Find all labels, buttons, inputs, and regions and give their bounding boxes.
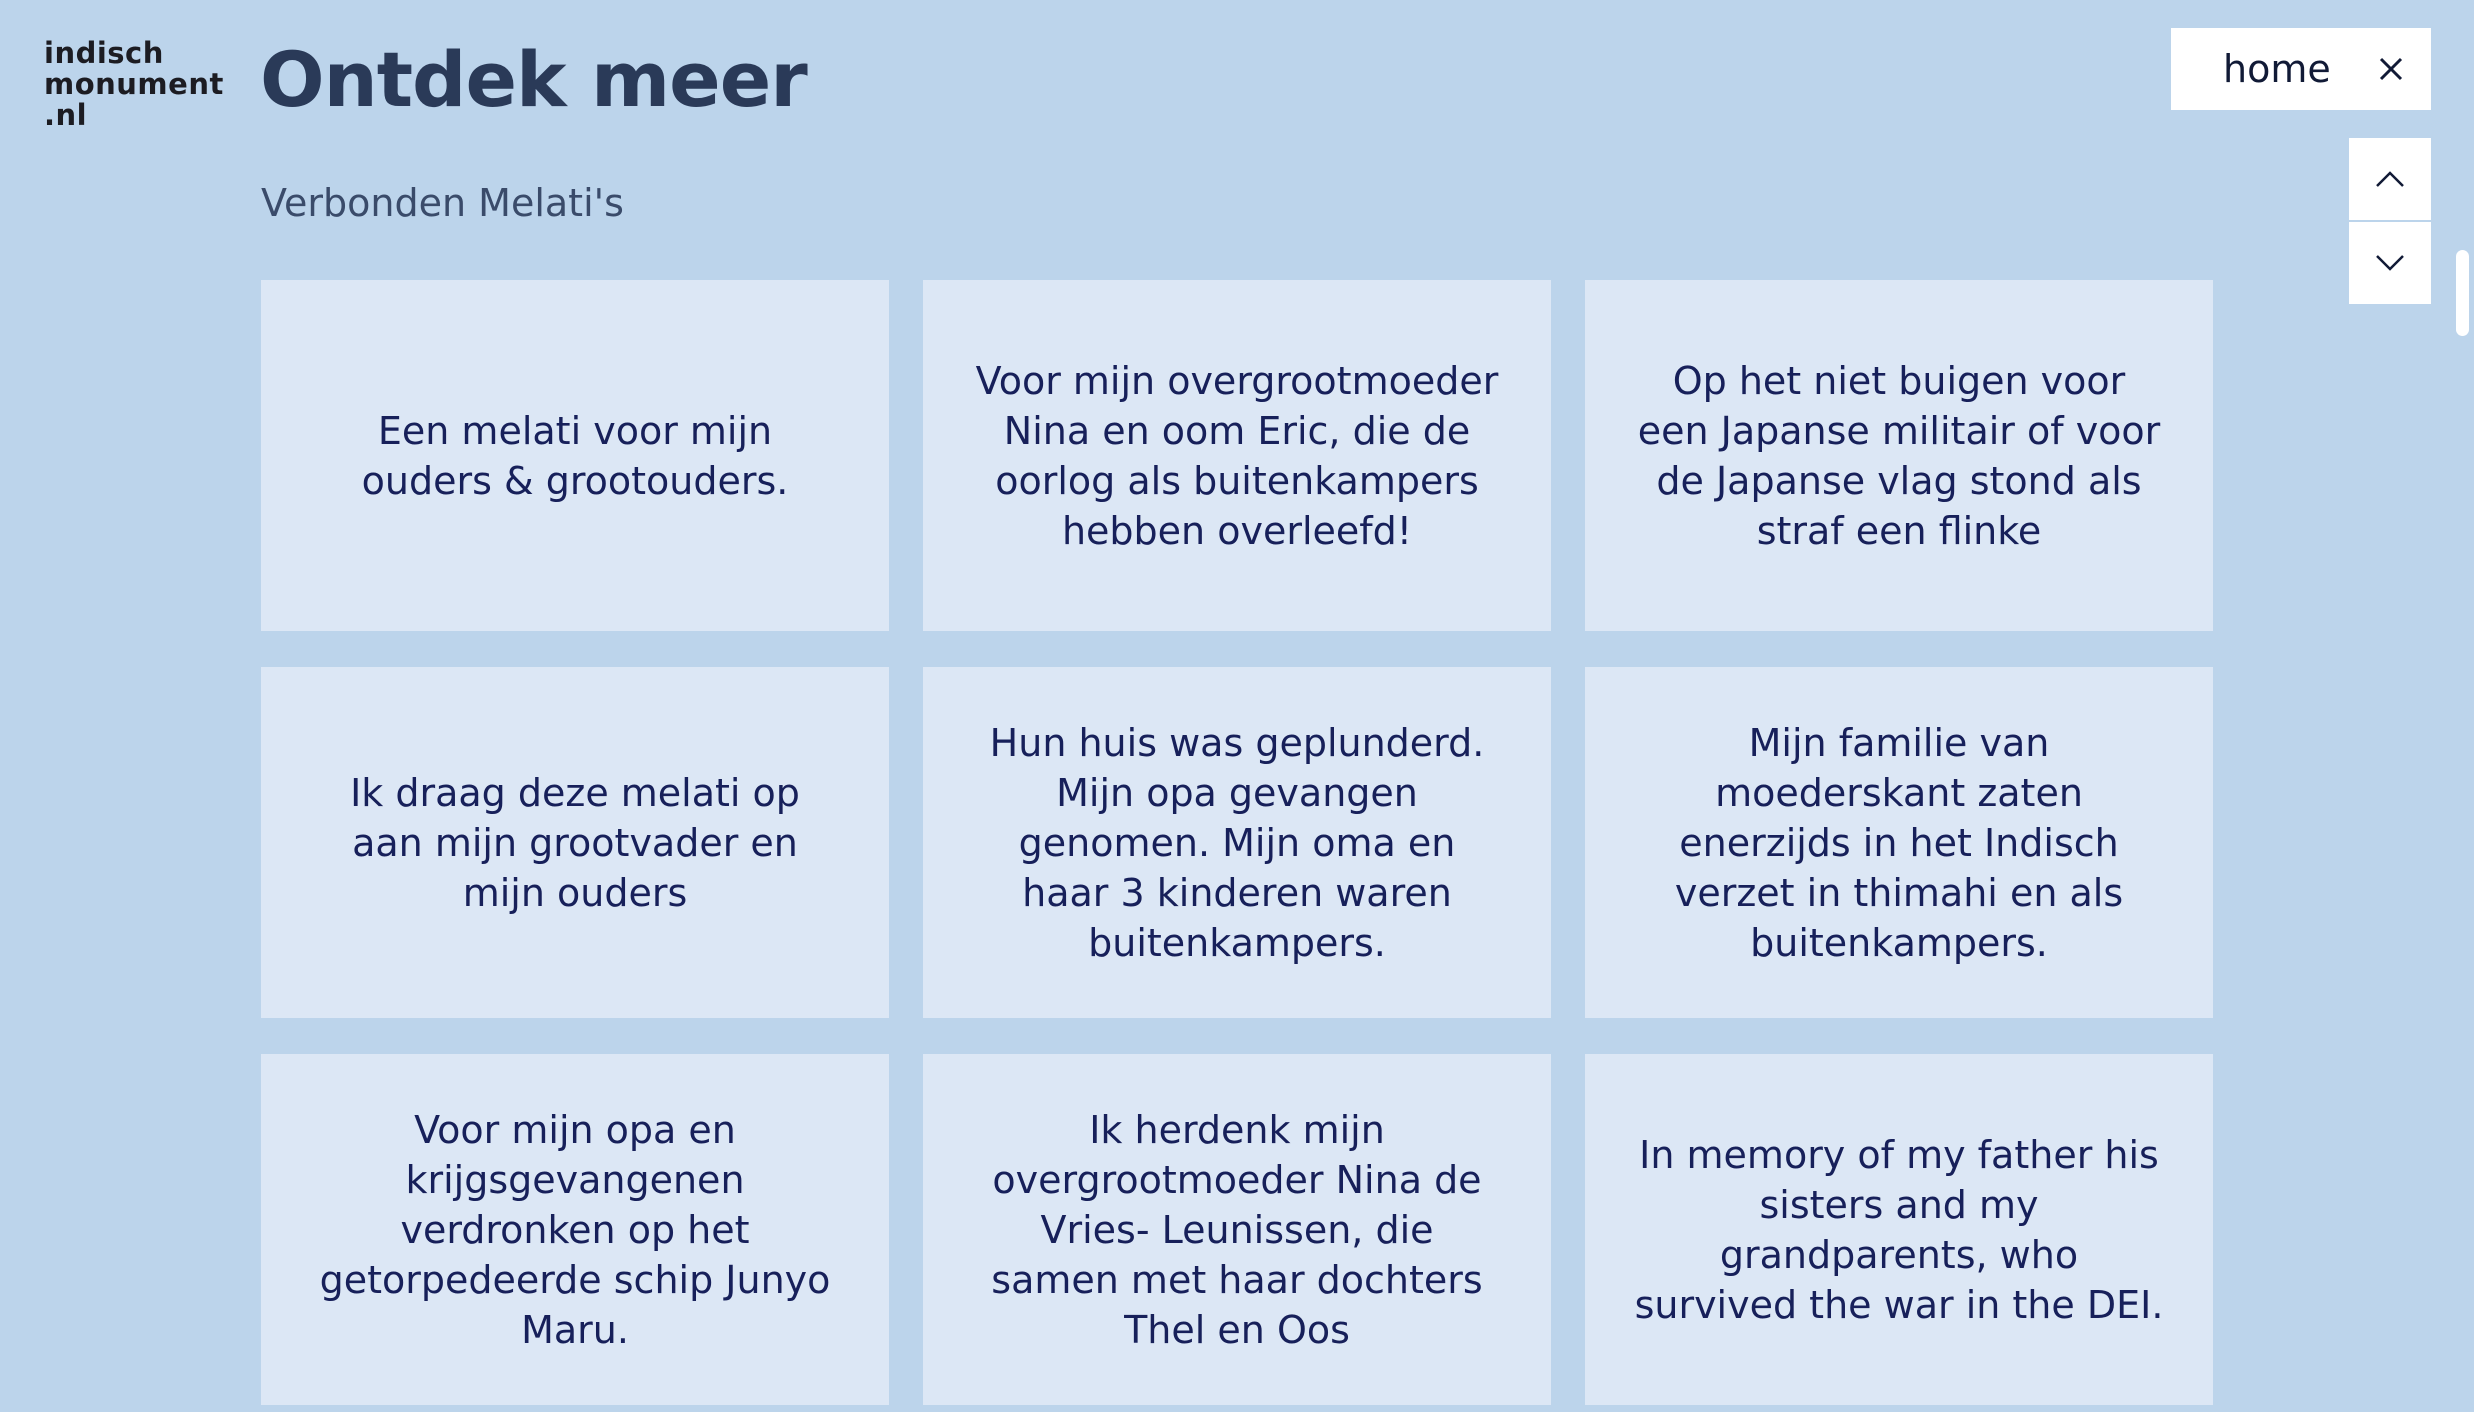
melati-card[interactable] bbox=[923, 1054, 1551, 1405]
chevron-down-icon bbox=[2375, 254, 2405, 272]
melati-card-text: Voor mijn opa en krijgsgevangenen verdronken op het getorpedeerde schip Junyo Maru. bbox=[319, 1107, 831, 1352]
melati-card[interactable] bbox=[1585, 667, 2213, 1018]
chevron-up-icon bbox=[2375, 170, 2405, 188]
melati-grid bbox=[261, 280, 2213, 1405]
melati-card[interactable] bbox=[923, 280, 1551, 631]
melati-card-text: Een melati voor mijn ouders & grootouders. bbox=[361, 408, 789, 503]
section-title: Verbonden Melati's bbox=[261, 181, 624, 225]
page-title: Ontdek meer bbox=[260, 35, 807, 124]
home-label: home bbox=[2223, 47, 2331, 91]
melati-card-text: Hun huis was geplunderd. Mijn opa gevangen genomen. Mijn oma en haar 3 kinderen waren buitenkampers. bbox=[989, 720, 1485, 965]
logo-line: indisch bbox=[44, 36, 164, 70]
scrollbar-track[interactable] bbox=[2452, 0, 2474, 1412]
melati-card-text: Mijn familie van moederskant zaten enerzijds in het Indisch verzet in thimahi en als buitenkampers. bbox=[1674, 720, 2124, 965]
melati-card-text: Voor mijn overgrootmoeder Nina en oom Eric, die de oorlog als buitenkampers hebben overleefd! bbox=[975, 358, 1499, 553]
melati-card-text: Op het niet buigen voor een Japanse militair of voor de Japanse vlag stond als straf een flinke bbox=[1637, 358, 2161, 553]
melati-card[interactable] bbox=[261, 1054, 889, 1405]
home-button[interactable] bbox=[2171, 28, 2431, 110]
melati-card[interactable] bbox=[261, 667, 889, 1018]
melati-card[interactable] bbox=[1585, 1054, 2213, 1405]
close-icon[interactable] bbox=[2377, 55, 2405, 83]
melati-card[interactable] bbox=[1585, 280, 2213, 631]
logo-line: monument bbox=[44, 67, 224, 101]
scrollbar-thumb[interactable] bbox=[2456, 250, 2469, 336]
logo-line: .nl bbox=[44, 98, 88, 132]
melati-card-text: In memory of my father his sisters and my grandparents, who survived the war in the DEI. bbox=[1634, 1132, 2164, 1327]
scroll-down-button[interactable] bbox=[2349, 222, 2431, 304]
scroll-up-button[interactable] bbox=[2349, 138, 2431, 220]
melati-card[interactable] bbox=[923, 667, 1551, 1018]
melati-card-text: Ik draag deze melati op aan mijn grootvader en mijn ouders bbox=[350, 770, 800, 915]
melati-card[interactable] bbox=[261, 280, 889, 631]
site-logo[interactable] bbox=[44, 38, 224, 131]
melati-card-text: Ik herdenk mijn overgrootmoeder Nina de Vries- Leunissen, die samen met haar dochters Thel en Oos bbox=[991, 1107, 1483, 1352]
